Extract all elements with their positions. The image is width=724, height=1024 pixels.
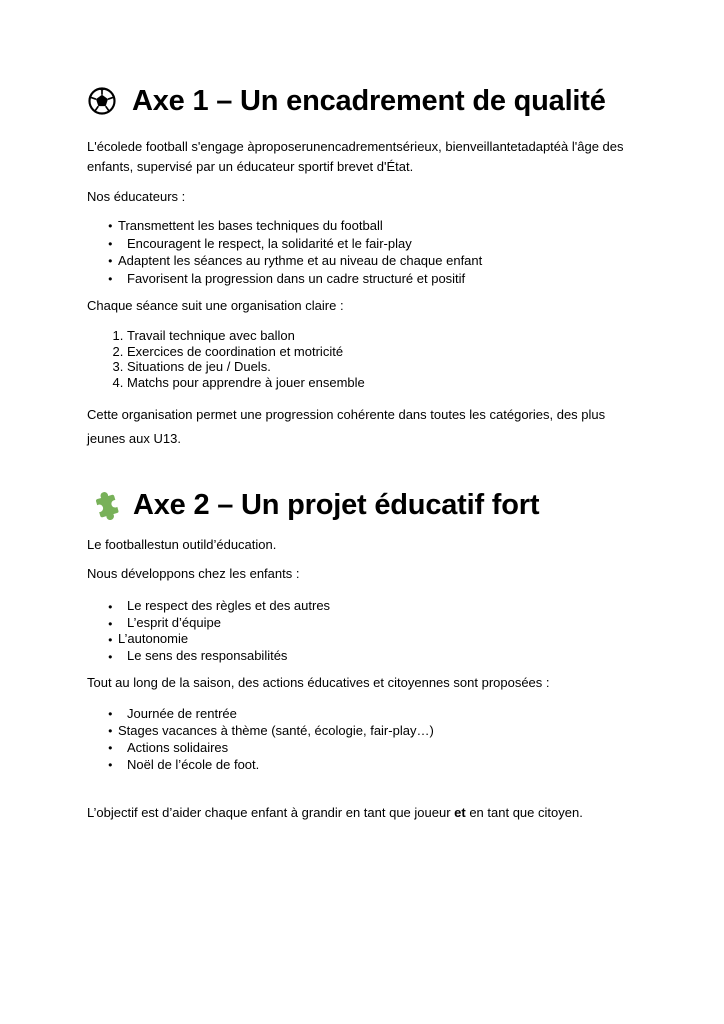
- axe2-title: Axe 2 – Un projet éducatif fort: [133, 489, 540, 521]
- session-steps-list: [87, 328, 637, 390]
- list-item: ● Transmettent les bases techniques du football: [118, 217, 637, 235]
- educators-bullet-list: [87, 217, 637, 287]
- list-item: ● Stages vacances à thème (santé, écologie, fair-play…): [118, 722, 637, 739]
- list-item: ● Actions solidaires: [118, 739, 637, 756]
- values-bullet-list: [87, 598, 637, 664]
- objective-prefix: L’objectif est d’aider chaque enfant à grandir en tant que joueur: [87, 805, 455, 820]
- list-item: ● Favorisent la progression dans un cadre structuré et positif: [118, 270, 637, 288]
- actions-bullet-list: [87, 705, 637, 773]
- axe2-intro-paragraph: Le footballestun outild’éducation.: [87, 537, 277, 552]
- list-item: 3. Situations de jeu / Duels.: [127, 359, 637, 375]
- list-item: ● L’autonomie: [118, 631, 637, 648]
- list-item: ● Noël de l’école de foot.: [118, 756, 637, 773]
- session-organisation-label: Chaque séance suit une organisation claire :: [87, 298, 344, 313]
- list-item: ● Le sens des responsabilités: [118, 648, 637, 665]
- objective-paragraph: [87, 805, 637, 820]
- list-item: 1. Travail technique avec ballon: [127, 328, 637, 344]
- axe1-conclusion-paragraph: Cette organisation permet une progression cohérente dans toutes les catégories, des plus jeunes aux U13.: [87, 407, 606, 446]
- list-item: ● Le respect des règles et des autres: [118, 598, 637, 615]
- educators-label: Nos éducateurs :: [87, 189, 186, 204]
- objective-suffix: en tant que citoyen.: [465, 805, 583, 820]
- list-item: 2. Exercices de coordination et motricité: [127, 344, 637, 360]
- objective-bold-word: et: [454, 805, 466, 820]
- puzzle-piece-icon: [87, 488, 121, 522]
- list-item: ● Journée de rentrée: [118, 705, 637, 722]
- develop-label: Nous développons chez les enfants :: [87, 566, 300, 581]
- section-heading-axe2: [87, 488, 637, 522]
- list-item: ● Adaptent les séances au rythme et au niveau de chaque enfant: [118, 252, 637, 270]
- list-item: ● L’esprit d’équipe: [118, 615, 637, 632]
- axe1-title: Axe 1 – Un encadrement de qualité: [132, 85, 606, 117]
- list-item: 4. Matchs pour apprendre à jouer ensemble: [127, 375, 637, 391]
- soccer-ball-icon: [87, 86, 117, 116]
- actions-label: Tout au long de la saison, des actions éducatives et citoyennes sont proposées :: [87, 675, 550, 690]
- section-heading-axe1: [87, 84, 637, 118]
- list-item: ● Encouragent le respect, la solidarité et le fair-play: [118, 235, 637, 253]
- axe1-intro-paragraph: L'écolede football s'engage àproposerunencadrementsérieux, bienveillantetadaptéà l'âge des enfants, supervisé par un éducateur sportif brevet d'État.: [87, 139, 624, 174]
